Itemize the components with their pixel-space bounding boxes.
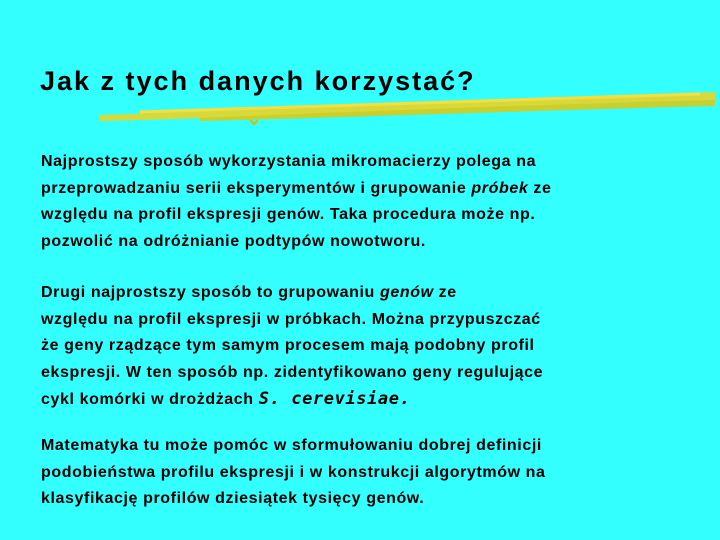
paragraph-2-line-5-text-a: cykl komórki w drożdżach	[41, 391, 259, 408]
paragraph-3-line-2: podobieństwa profilu ekspresji i w konstrukcji algorytmów na	[41, 463, 546, 481]
paragraph-3-line-1: Matematyka tu może pomóc w sformułowaniu dobrej definicji	[41, 437, 542, 454]
paragraph-2-species-name: S. cerevisiae.	[258, 389, 411, 409]
paragraph-1-line-4: pozwolić na odróżnianie podtypów nowotworu.	[41, 232, 426, 250]
paragraph-1-line-2-text-b: ze	[528, 179, 552, 197]
paragraph-1-line-2	[41, 176, 691, 203]
paragraph-2	[41, 280, 691, 414]
paragraph-2-line-1-text-a: Drugi najprostszy sposób to grupowaniu	[41, 284, 380, 301]
slide-title: Jak z tych danych korzystać?	[40, 66, 476, 96]
paragraph-2-emphasis-genow: genów	[379, 284, 434, 301]
paragraph-2-line-1-text-b: ze	[433, 284, 457, 301]
paragraph-1-emphasis-probek: próbek	[471, 179, 529, 197]
paragraph-2-line-4: ekspresji. W ten sposób np. zidentyfikowano geny regulujące	[41, 363, 544, 381]
paragraph-1-line-1: Najprostszy sposób wykorzystania mikromacierzy polega na	[41, 153, 537, 170]
paragraph-2-line-1	[41, 280, 691, 307]
paragraph-3	[41, 433, 691, 513]
paragraph-1	[41, 149, 691, 255]
paragraph-1-line-2-text-a: przeprowadzaniu serii eksperymentów i grupowanie	[41, 179, 472, 197]
paragraph-3-line-3: klasyfikację profilów dziesiątek tysięcy genów.	[41, 490, 425, 507]
paragraph-2-line-3: że geny rządzące tym samym procesem mają podobny profil	[41, 337, 535, 354]
paragraph-1-line-3: względu na profil ekspresji genów. Taka procedura może np.	[41, 206, 536, 223]
paragraph-2-line-2: względu na profil ekspresji w próbkach. Można przypuszczać	[41, 310, 541, 328]
paragraph-2-line-5	[41, 386, 691, 414]
